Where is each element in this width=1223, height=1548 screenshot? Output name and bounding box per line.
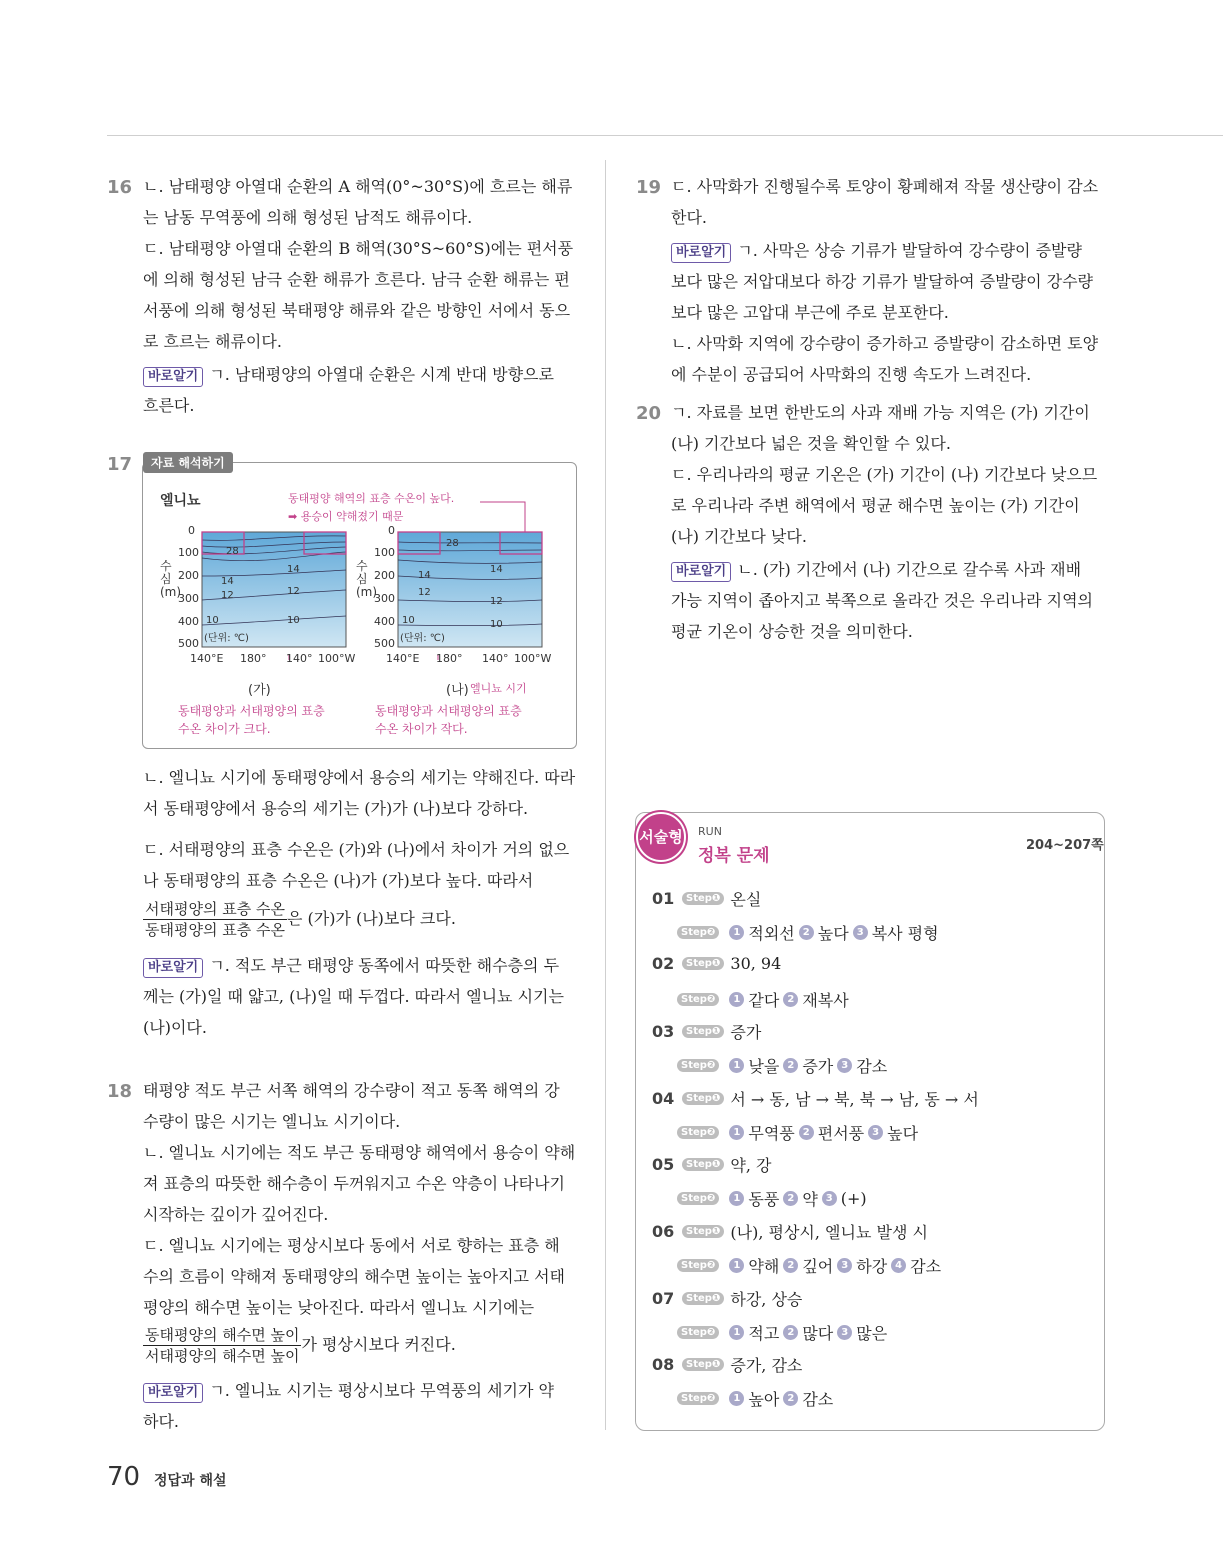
y-axis-label: 수심(m)	[356, 559, 378, 599]
step2-badge: Step❷	[677, 993, 719, 1006]
step1-badge: Step❶	[682, 957, 724, 970]
baro-badge: 바로알기	[671, 243, 731, 263]
step1-badge: Step❶	[682, 1292, 724, 1305]
fraction-line	[143, 1325, 456, 1366]
circled-number: 2	[783, 1391, 798, 1406]
run-answer-step1	[652, 1220, 928, 1243]
y-tick: 0	[388, 524, 395, 537]
run-answer-step1	[652, 1020, 761, 1043]
run-answer-text: 감소	[910, 1257, 942, 1276]
circled-number: 2	[783, 1325, 798, 1340]
run-item-number: 03	[652, 1022, 675, 1041]
text-line: 로 우리나라 주변 해역에서 평균 해수면 높이는 (가) 기간이	[671, 496, 1080, 515]
circled-number: 2	[783, 992, 798, 1007]
run-answer-text: 깊어	[802, 1257, 834, 1276]
run-answer-step2	[677, 1121, 918, 1144]
fraction-line	[143, 899, 456, 940]
circled-number: 2	[783, 1258, 798, 1273]
run-title: 정복 문제	[698, 846, 770, 866]
run-answer-step1	[652, 1353, 802, 1376]
text-line: 태평양 적도 부근 서쪽 해역의 강수량이 적고 동쪽 해역의 강	[143, 1081, 560, 1100]
panel-b-note: 엘니뇨 시기	[470, 682, 527, 695]
y-axis-label: 수심(m)	[160, 559, 182, 599]
text-line: 한다.	[671, 208, 707, 227]
run-answer-text: 낮을	[748, 1057, 780, 1076]
caption: 동태평양과 서태평양의 표층	[375, 704, 522, 718]
circled-number: 1	[729, 992, 744, 1007]
contour-label: 12	[418, 587, 431, 598]
run-item-number: 05	[652, 1155, 675, 1174]
unit-label: (단위: ℃)	[204, 633, 249, 644]
run-answer-text: 증가	[802, 1057, 834, 1076]
run-answer-text: 약, 강	[730, 1156, 772, 1175]
run-answer-text: 감소	[802, 1390, 834, 1409]
x-tick: 100°W	[318, 652, 356, 665]
run-item-number: 07	[652, 1289, 675, 1308]
x-tick: 100°W	[514, 652, 552, 665]
y-tick: 400	[374, 615, 395, 628]
text-line: 흐른다.	[143, 396, 195, 415]
run-item-number: 01	[652, 889, 675, 908]
step1-badge: Step❶	[682, 1358, 724, 1371]
step2-badge: Step❷	[677, 1259, 719, 1272]
run-item-number: 04	[652, 1089, 675, 1108]
text-line: ㄱ. 자료를 보면 한반도의 사과 재배 가능 지역은 (가) 기간이	[671, 403, 1090, 422]
circled-number: 3	[837, 1258, 852, 1273]
run-pages: 204~207쪽	[1026, 838, 1104, 853]
step1-badge: Step❶	[682, 1225, 724, 1238]
circled-number: 3	[822, 1191, 837, 1206]
circled-number: 3	[868, 1125, 883, 1140]
run-answer-text: 적외선	[748, 924, 795, 943]
y-tick: 300	[178, 592, 199, 605]
baro-line	[143, 950, 559, 981]
run-answer-step2	[677, 1187, 867, 1210]
text-line: (나)이다.	[143, 1018, 207, 1037]
text-line: ㄴ. 엘니뇨 시기에 동태평양에서 용승의 세기는 약해진다. 따라	[143, 768, 576, 787]
question-number: 20	[636, 403, 662, 424]
y-tick: 200	[178, 569, 199, 582]
contour-label: 10	[206, 615, 219, 626]
figure-note: 동태평양 해역의 표층 수온이 높다.	[288, 492, 455, 505]
text-line: 가 평상시보다 커진다.	[301, 1335, 456, 1354]
header-rule	[107, 135, 1223, 136]
run-answer-text: (+)	[840, 1189, 867, 1208]
figure-note: ➡ 용승이 약해졌기 때문	[288, 510, 404, 523]
run-answer-text: 하강	[856, 1257, 888, 1276]
text-line: ㄴ. 남태평양 아열대 순환의 A 해역(0°~30°S)에 흐르는 해류	[143, 177, 573, 196]
run-answer-text: 높다	[887, 1124, 919, 1143]
x-tick: 140°	[286, 652, 313, 665]
circled-number: 1	[729, 1325, 744, 1340]
y-tick: 500	[178, 637, 199, 650]
fraction-denominator: 서태평양의 해수면 높이	[145, 1347, 300, 1365]
circled-number: 2	[799, 925, 814, 940]
run-answer-step1	[652, 1153, 771, 1176]
run-answer-text: 편서풍	[817, 1124, 865, 1143]
step2-badge: Step❷	[677, 1126, 719, 1139]
run-answer-text: 온실	[730, 890, 762, 909]
circled-number: 1	[729, 1058, 744, 1073]
run-answer-text: 같다	[748, 991, 780, 1010]
run-item-number: 02	[652, 954, 675, 973]
circled-number: 3	[837, 1058, 852, 1073]
contour-label: 10	[287, 615, 300, 626]
run-answer-step1	[652, 1287, 802, 1310]
run-answer-text: 증가	[730, 1023, 762, 1042]
text-line: 보다 많은 고압대 부근에 주로 분포한다.	[671, 303, 949, 322]
fraction-numerator: 동태평양의 해수면 높이	[145, 1326, 300, 1344]
y-tick: 500	[374, 637, 395, 650]
baro-line	[143, 1375, 554, 1406]
text-line: 에 의해 형성된 남극 순환 해류가 흐른다. 남극 순환 해류는 편	[143, 270, 570, 289]
text-line: ㄷ. 서태평양의 표층 수온은 (가)와 (나)에서 차이가 거의 없으	[143, 840, 570, 859]
circled-number: 3	[853, 925, 868, 940]
circled-number: 3	[837, 1325, 852, 1340]
text-line: ㄷ. 우리나라의 평균 기온은 (가) 기간이 (나) 기간보다 낮으므	[671, 465, 1098, 484]
y-tick: 400	[178, 615, 199, 628]
run-answer-text: 30, 94	[730, 954, 782, 973]
circled-number: 1	[729, 1125, 744, 1140]
x-tick: 180°	[240, 652, 267, 665]
page-number: 70	[107, 1462, 141, 1492]
contour-label: 12	[490, 596, 503, 607]
text-line: 로 흐르는 해류이다.	[143, 332, 282, 351]
text-line: 에 수분이 공급되어 사막화의 진행 속도가 느려진다.	[671, 365, 1032, 384]
step1-badge: Step❶	[682, 1158, 724, 1171]
text-line: ㄱ. 사막은 상승 기류가 발달하여 강수량이 증발량	[737, 241, 1082, 260]
text-line: ㄱ. 엘니뇨 시기는 평상시보다 무역풍의 세기가 약	[209, 1381, 554, 1400]
run-badge: 서술형	[636, 812, 686, 862]
baro-badge: 바로알기	[143, 1383, 203, 1403]
baro-badge: 바로알기	[671, 562, 731, 582]
run-label: RUN	[698, 825, 722, 838]
baro-badge: 바로알기	[143, 958, 203, 978]
circled-number: 1	[729, 1258, 744, 1273]
run-item-number: 06	[652, 1222, 675, 1241]
circled-number: 4	[891, 1258, 906, 1273]
text-line: 보다 많은 저압대보다 하강 기류가 발달하여 증발량이 강수량	[671, 272, 1094, 291]
contour-label: 14	[221, 576, 234, 587]
step1-badge: Step❶	[682, 1025, 724, 1038]
run-answer-step2	[677, 1054, 887, 1077]
x-tick: 180°	[436, 652, 463, 665]
run-answer-text: 동풍	[748, 1190, 780, 1209]
run-answer-text: 많다	[802, 1324, 834, 1343]
baro-line	[143, 359, 554, 390]
circled-number: 2	[783, 1191, 798, 1206]
text-line: 수의 흐름이 약해져 동태평양의 해수면 높이는 높아지고 서태	[143, 1267, 566, 1286]
contour-label: 14	[490, 564, 503, 575]
caption: 동태평양과 서태평양의 표층	[178, 704, 325, 718]
fraction-denominator: 동태평양의 표층 수온	[145, 921, 285, 939]
baro-line	[671, 554, 1081, 585]
baro-badge: 바로알기	[143, 367, 203, 387]
run-answer-text: 약해	[748, 1257, 780, 1276]
run-answer-step1	[652, 954, 781, 973]
run-answer-text: 재복사	[802, 991, 849, 1010]
question-number: 16	[107, 177, 133, 198]
contour-label: 10	[402, 615, 415, 626]
question-number: 18	[107, 1081, 133, 1102]
text-line: (나) 기간보다 낮다.	[671, 527, 807, 546]
step2-badge: Step❷	[677, 926, 719, 939]
contour-label: 10	[490, 619, 503, 630]
text-line: 나 동태평양의 표층 수온은 (나)가 (가)보다 높다. 따라서	[143, 871, 534, 890]
baro-line	[671, 235, 1082, 266]
run-item-number: 08	[652, 1355, 675, 1374]
run-answer-text: 하강, 상승	[730, 1290, 803, 1309]
step2-badge: Step❷	[677, 1392, 719, 1405]
figure-title: 엘니뇨	[160, 493, 201, 509]
step1-badge: Step❶	[682, 892, 724, 905]
run-answer-text: 많은	[856, 1324, 888, 1343]
text-line: ㄴ. 엘니뇨 시기에는 적도 부근 동태평양 해역에서 용승이 약해	[143, 1143, 576, 1162]
run-answer-text: 높다	[817, 924, 849, 943]
run-answer-step1	[652, 887, 761, 910]
unit-label: (단위: ℃)	[400, 633, 445, 644]
contour-label: 14	[287, 564, 300, 575]
text-line: 서 동태평양에서 용승의 세기는 (가)가 (나)보다 강하다.	[143, 799, 529, 818]
run-answer-text: 약	[802, 1190, 818, 1209]
question-number: 19	[636, 177, 662, 198]
run-answer-step2	[677, 1254, 941, 1277]
run-answer-step2	[677, 988, 849, 1011]
fraction	[143, 1325, 301, 1366]
run-answer-step2	[677, 1387, 833, 1410]
text-line: ㄷ. 남태평양 아열대 순환의 B 해역(30°S~60°S)에는 편서풍	[143, 239, 574, 258]
y-tick: 100	[374, 546, 395, 559]
text-line: 수량이 많은 시기는 엘니뇨 시기이다.	[143, 1112, 401, 1131]
y-tick: 300	[374, 592, 395, 605]
fraction	[143, 899, 287, 940]
contour-label: 28	[226, 546, 239, 557]
contour-label: 28	[446, 538, 459, 549]
run-answer-text: 증가, 감소	[730, 1356, 803, 1375]
x-tick: 140°	[482, 652, 509, 665]
text-line: ㄴ. 사막화 지역에 강수량이 증가하고 증발량이 감소하면 토양	[671, 334, 1099, 353]
panel-a-label: (가)	[248, 683, 271, 698]
text-line: 시작하는 깊이가 깊어진다.	[143, 1205, 329, 1224]
run-answer-text: 무역풍	[748, 1124, 795, 1143]
circled-number: 2	[783, 1058, 798, 1073]
run-answer-text: 복사 평형	[871, 924, 939, 943]
y-tick: 200	[374, 569, 395, 582]
text-line: ㄷ. 엘니뇨 시기에는 평상시보다 동에서 서로 향하는 표층 해	[143, 1236, 560, 1255]
contour-label: 12	[221, 590, 234, 601]
text-line: (나) 기간보다 넓은 것을 확인할 수 있다.	[671, 434, 951, 453]
caption: 수온 차이가 크다.	[178, 722, 271, 736]
circled-number: 1	[729, 1391, 744, 1406]
run-answer-text: 서 → 동, 남 → 북, 북 → 남, 동 → 서	[730, 1090, 979, 1109]
text-line: 께는 (가)일 때 얇고, (나)일 때 두껍다. 따라서 엘니뇨 시기는	[143, 987, 564, 1006]
y-tick: 0	[188, 524, 195, 537]
circled-number: 1	[729, 1191, 744, 1206]
text-line: 가능 지역이 좁아지고 북쪽으로 올라간 것은 우리나라 지역의	[671, 591, 1094, 610]
question-number: 17	[107, 454, 133, 475]
text-line: 은 (가)가 (나)보다 크다.	[286, 909, 456, 928]
text-line: ㄷ. 사막화가 진행될수록 토양이 황폐해져 작물 생산량이 감소	[671, 177, 1099, 196]
run-answer-text: 감소	[856, 1057, 888, 1076]
x-tick: 140°E	[386, 652, 420, 665]
text-line: 평균 기온이 상승한 것을 의미한다.	[671, 622, 913, 641]
step2-badge: Step❷	[677, 1326, 719, 1339]
text-line: ㄴ. (가) 기간에서 (나) 기간으로 갈수록 사과 재배	[737, 560, 1082, 579]
text-line: ㄱ. 적도 부근 태평양 동쪽에서 따뜻한 해수층의 두	[209, 956, 560, 975]
run-answer-text: 적고	[748, 1324, 780, 1343]
y-tick: 100	[178, 546, 199, 559]
text-line: 져 표층의 따뜻한 해수층이 두꺼워지고 수온 약층이 나타나기	[143, 1174, 566, 1193]
column-divider	[605, 160, 606, 1430]
run-answer-step1	[652, 1087, 979, 1110]
circled-number: 1	[729, 925, 744, 940]
panel-b-label: (나)	[446, 683, 469, 698]
run-answer-text: 높아	[748, 1390, 780, 1409]
text-line: 서풍에 의해 형성된 북태평양 해류와 같은 방향인 서에서 동으	[143, 301, 571, 320]
contour-label: 14	[418, 570, 431, 581]
run-answer-step2	[677, 921, 939, 944]
figure-tag: 자료 해석하기	[143, 452, 233, 473]
x-tick: 140°E	[190, 652, 224, 665]
text-line: 하다.	[143, 1412, 179, 1431]
caption: 수온 차이가 작다.	[375, 722, 468, 736]
circled-number: 2	[799, 1125, 814, 1140]
run-answer-text: (나), 평상시, 엘니뇨 발생 시	[730, 1223, 928, 1242]
step1-badge: Step❶	[682, 1092, 724, 1105]
footer-title: 정답과 해설	[154, 1473, 227, 1489]
text-line: 는 남동 무역풍에 의해 형성된 남적도 해류이다.	[143, 208, 473, 227]
run-answer-step2	[677, 1321, 887, 1344]
step2-badge: Step❷	[677, 1059, 719, 1072]
text-line: 평양의 해수면 높이는 낮아진다. 따라서 엘니뇨 시기에는	[143, 1298, 535, 1317]
text-line: ㄱ. 남태평양의 아열대 순환은 시계 반대 방향으로	[209, 365, 554, 384]
contour-label: 12	[287, 586, 300, 597]
step2-badge: Step❷	[677, 1192, 719, 1205]
fraction-numerator: 서태평양의 표층 수온	[145, 900, 285, 918]
